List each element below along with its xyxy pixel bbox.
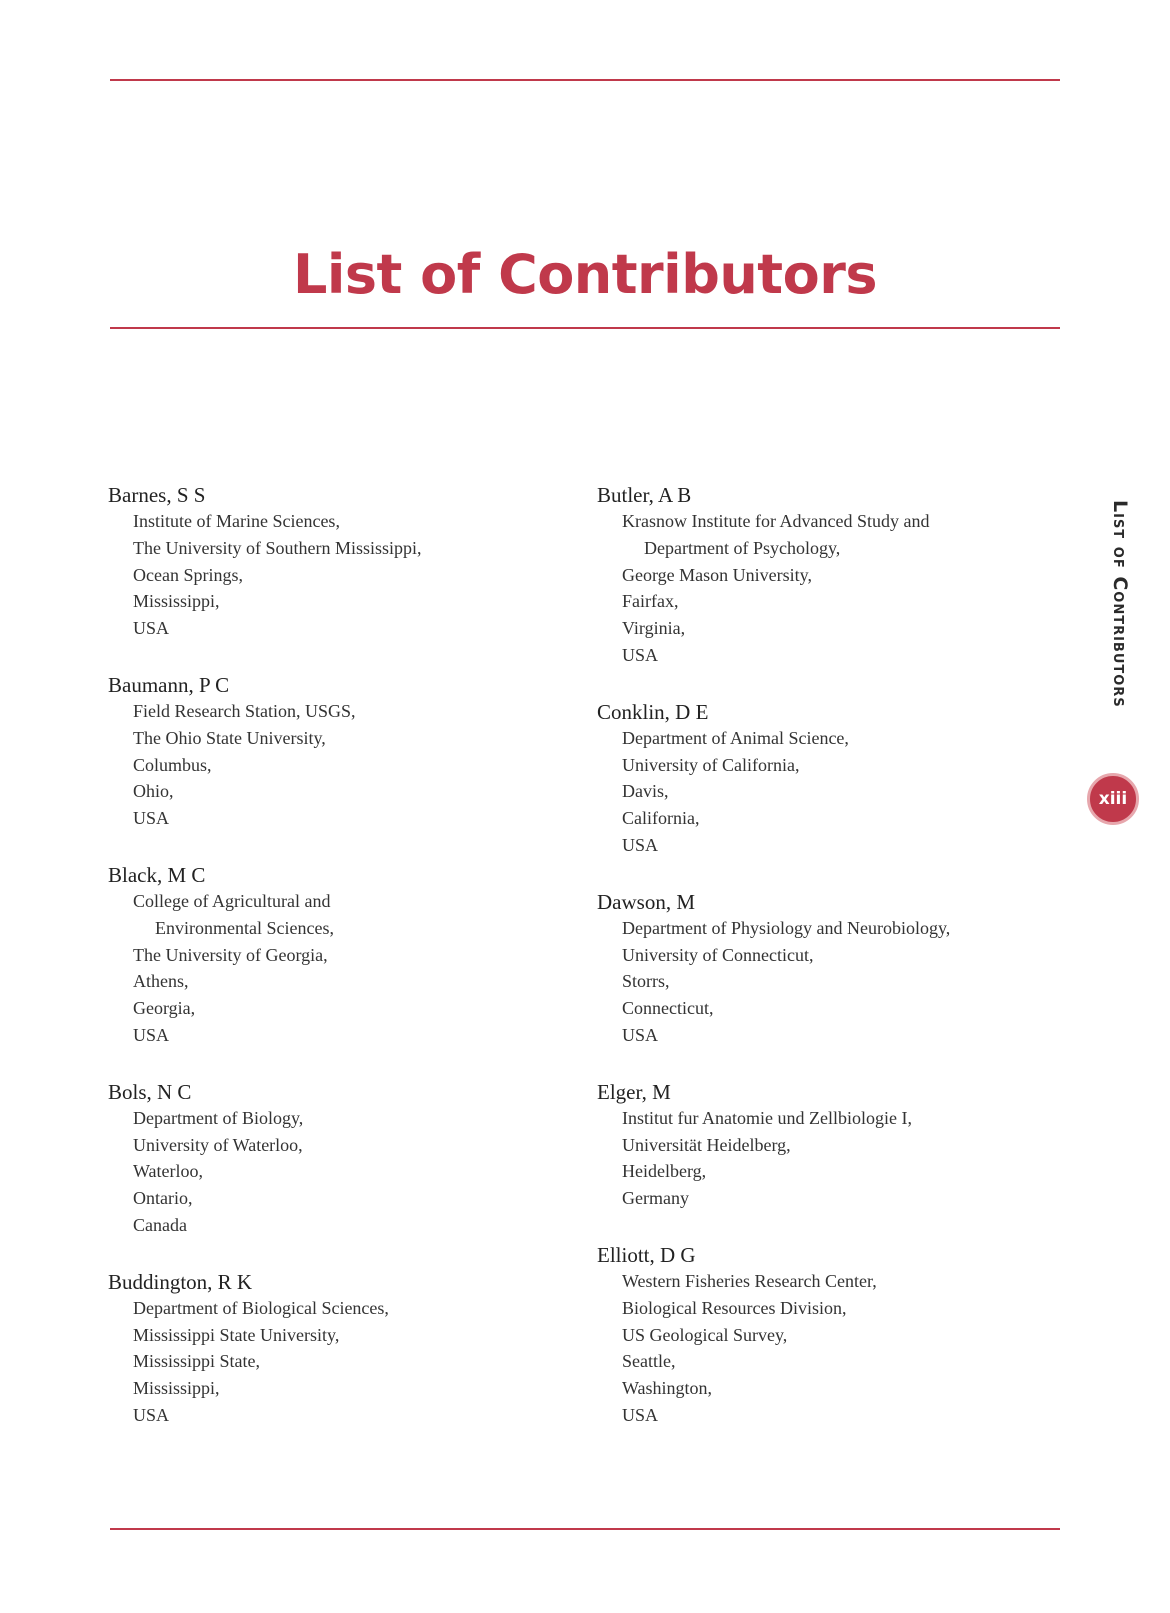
contributor-name: Bols, N C: [108, 1079, 192, 1104]
contributor-entry: [597, 699, 1067, 859]
affiliation-line: Mississippi State University,: [133, 1324, 340, 1345]
affiliation-line: Seattle,: [622, 1351, 676, 1372]
affiliation-line: USA: [133, 1404, 170, 1425]
affiliation-line: Department of Biological Sciences,: [133, 1297, 389, 1318]
affiliation-line: Waterloo,: [133, 1161, 204, 1182]
affiliation-line: Mississippi,: [133, 591, 220, 612]
affiliation-line: The Ohio State University,: [133, 727, 326, 748]
affiliation-line: Fairfax,: [622, 591, 679, 612]
affiliation-line: Institut fur Anatomie und Zellbiologie I,: [622, 1107, 912, 1128]
affiliation-line: Ontario,: [133, 1188, 193, 1209]
affiliation-line: USA: [622, 1404, 659, 1425]
contributor-entry: [108, 862, 578, 1049]
page-title: List of Contributors: [293, 243, 877, 306]
contributor-name: Buddington, R K: [108, 1269, 253, 1294]
bottom-rule: [110, 1528, 1060, 1530]
section-side-tab: List of Contributors: [1109, 500, 1131, 708]
affiliation-line: Department of Animal Science,: [622, 727, 849, 748]
affiliation-line: US Geological Survey,: [622, 1324, 788, 1345]
contributor-name: Barnes, S S: [108, 483, 206, 507]
affiliation-line: Athens,: [133, 971, 189, 992]
contributors-column-left: [108, 482, 578, 1459]
affiliation-line: Institute of Marine Sciences,: [133, 511, 340, 531]
top-rule: [110, 79, 1060, 81]
affiliation-line: Mississippi,: [133, 1378, 220, 1399]
affiliation-line: Field Research Station, USGS,: [133, 700, 356, 721]
affiliation-line: Heidelberg,: [622, 1161, 707, 1182]
contributor-name: Elliott, D G: [597, 1242, 696, 1267]
affiliation-line: Washington,: [622, 1378, 713, 1399]
affiliation-line: College of Agricultural and: [133, 890, 331, 911]
contributor-entry: [108, 1079, 578, 1239]
affiliation-line: USA: [622, 834, 659, 855]
affiliation-line: USA: [622, 644, 659, 665]
contributor-entry: [108, 1269, 578, 1429]
affiliation-line: Davis,: [622, 781, 669, 802]
affiliation-line: USA: [133, 618, 170, 639]
affiliation-line: Connecticut,: [622, 998, 714, 1019]
affiliation-line: University of Waterloo,: [133, 1134, 303, 1155]
affiliation-line: Ohio,: [133, 781, 174, 802]
affiliation-line: University of Connecticut,: [622, 944, 814, 965]
affiliation-line: University of California,: [622, 754, 800, 775]
contributors-column-right: [597, 482, 1067, 1459]
affiliation-line: Department of Psychology,: [644, 537, 841, 558]
affiliation-line: Department of Biology,: [133, 1107, 304, 1128]
affiliation-line: Georgia,: [133, 998, 196, 1019]
affiliation-line: Krasnow Institute for Advanced Study and: [622, 511, 930, 531]
affiliation-line: California,: [622, 808, 700, 829]
contributor-name: Elger, M: [597, 1079, 671, 1104]
contributor-name: Conklin, D E: [597, 699, 709, 724]
affiliation-line: Virginia,: [622, 618, 686, 639]
affiliation-line: Canada: [133, 1214, 187, 1235]
contributor-entry: [597, 1242, 1067, 1429]
contributor-name: Butler, A B: [597, 483, 692, 507]
affiliation-line: Ocean Springs,: [133, 564, 243, 585]
affiliation-line: Mississippi State,: [133, 1351, 261, 1372]
affiliation-line: George Mason University,: [622, 564, 812, 585]
affiliation-line: The University of Georgia,: [133, 944, 328, 965]
contributor-entry: [597, 1079, 1067, 1212]
affiliation-line: Biological Resources Division,: [622, 1297, 847, 1318]
affiliation-line: Columbus,: [133, 754, 212, 775]
contributor-name: Black, M C: [108, 862, 206, 887]
contributor-name: Dawson, M: [597, 889, 695, 914]
contributor-name: Baumann, P C: [108, 672, 230, 697]
affiliation-line: USA: [622, 1024, 659, 1045]
affiliation-line: Environmental Sciences,: [155, 917, 334, 938]
affiliation-line: USA: [133, 1024, 170, 1045]
affiliation-line: Department of Physiology and Neurobiology,: [622, 917, 951, 938]
title-underline-rule: [110, 327, 1060, 329]
contributor-entry: [108, 482, 578, 642]
affiliation-line: The University of Southern Mississippi,: [133, 537, 422, 558]
affiliation-line: Western Fisheries Research Center,: [622, 1270, 877, 1291]
contributor-entry: [108, 672, 578, 832]
contributor-entry: [597, 889, 1067, 1049]
affiliation-line: Storrs,: [622, 971, 670, 992]
contributor-entry: [597, 482, 1067, 669]
affiliation-line: Germany: [622, 1188, 689, 1209]
page-number-badge: xiii: [1087, 773, 1139, 825]
affiliation-line: USA: [133, 808, 170, 829]
affiliation-line: Universität Heidelberg,: [622, 1134, 791, 1155]
